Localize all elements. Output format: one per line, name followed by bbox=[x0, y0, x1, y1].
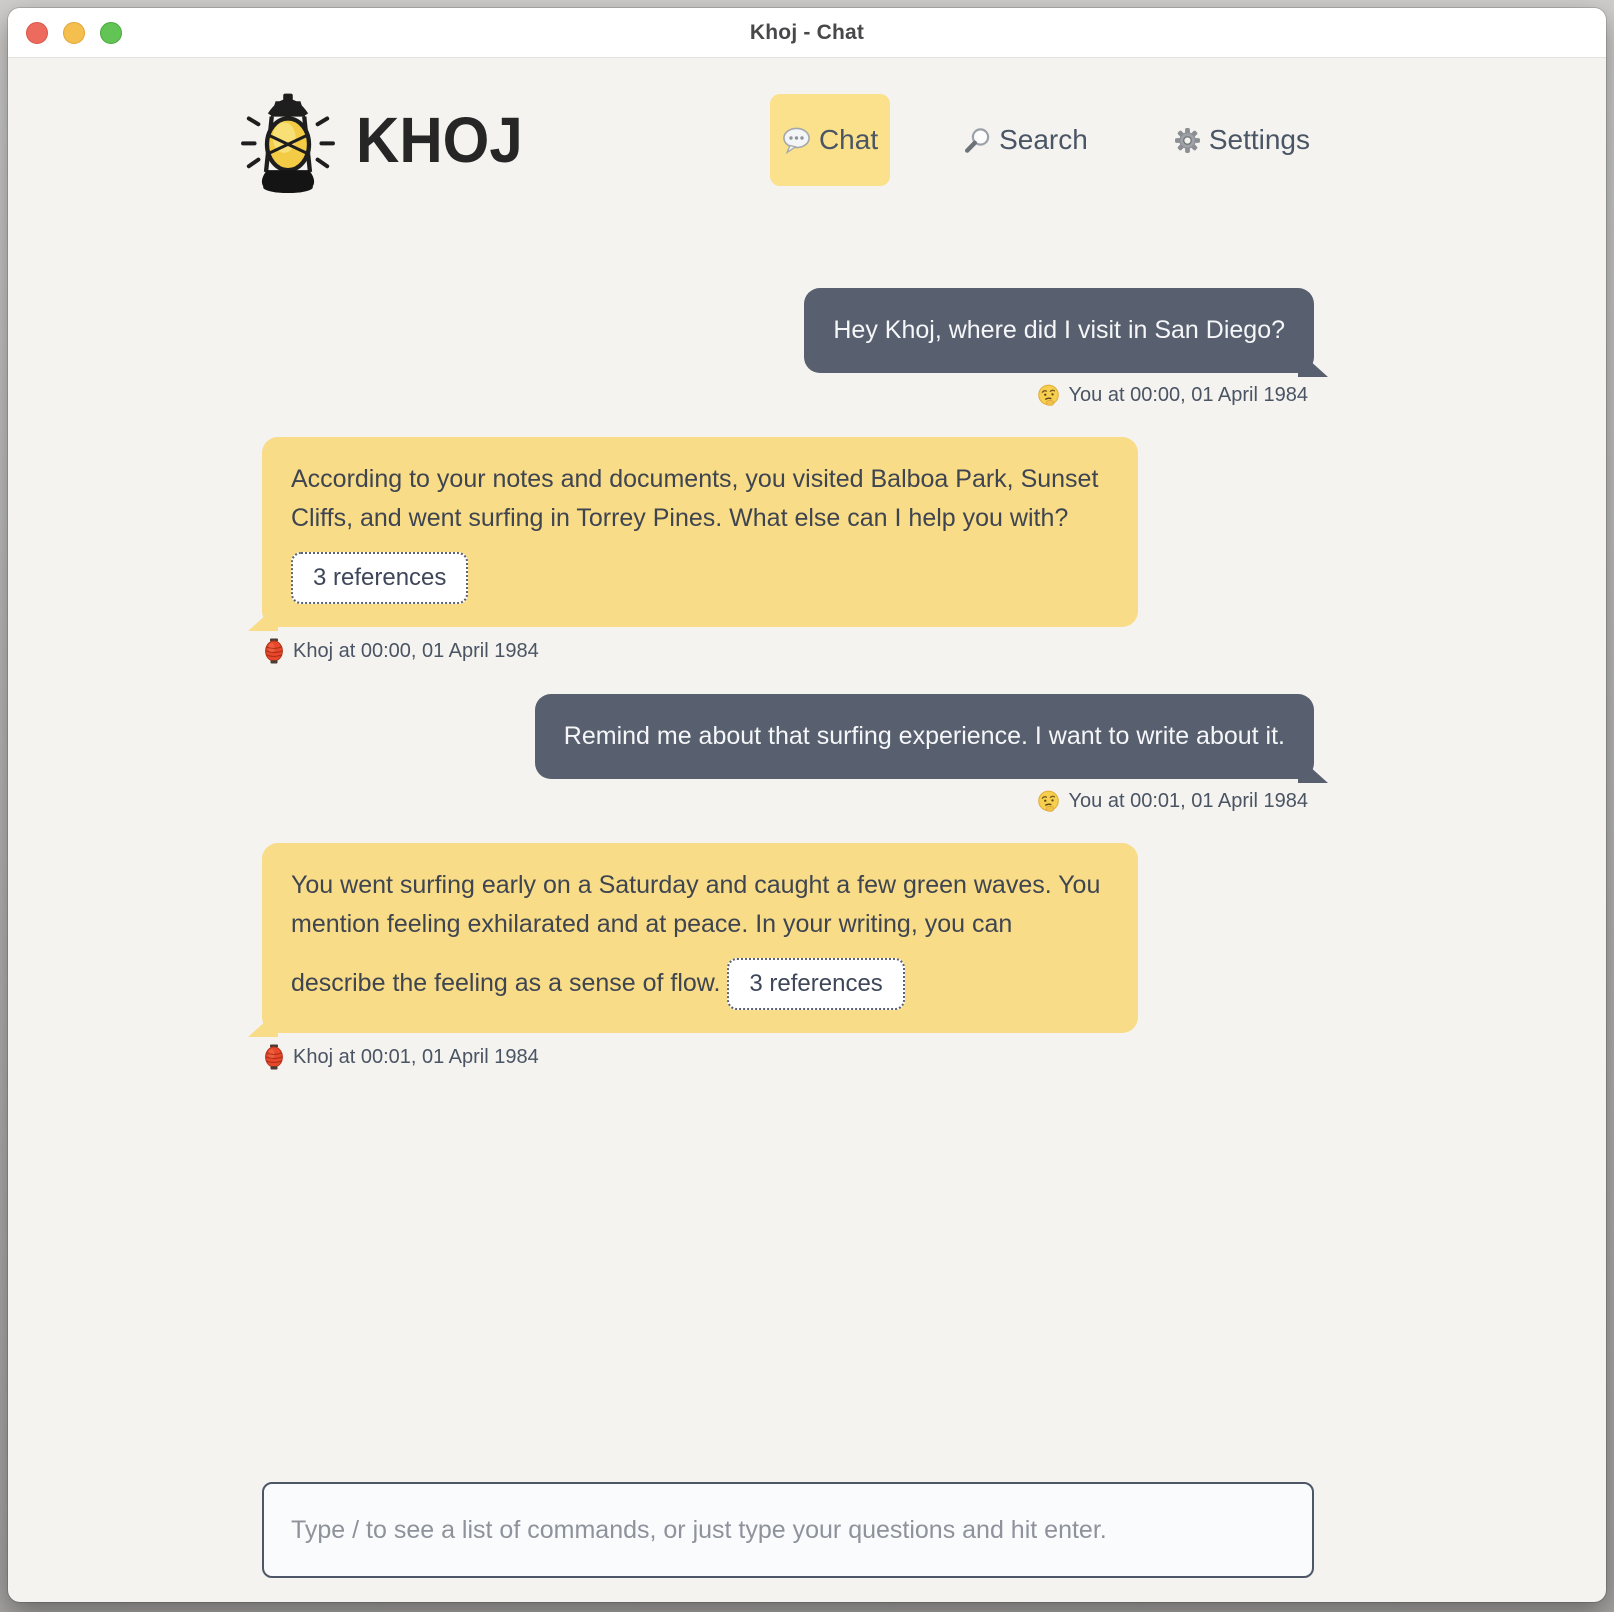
thinking-face-icon bbox=[1037, 790, 1060, 813]
chat-input-row bbox=[262, 1482, 1314, 1583]
user-message-bubble: Remind me about that surfing experience. I want to write about it. bbox=[535, 694, 1314, 779]
thinking-face-icon bbox=[1037, 384, 1060, 407]
app-window bbox=[8, 8, 1606, 1602]
khoj-logo bbox=[240, 86, 523, 194]
speech-balloon-icon bbox=[782, 127, 811, 154]
nav-search[interactable] bbox=[952, 94, 1100, 186]
message-meta-text: You at 00:00, 01 April 1984 bbox=[1068, 384, 1308, 406]
gear-icon bbox=[1174, 127, 1201, 154]
references-button[interactable]: 3 references bbox=[727, 958, 904, 1010]
chat-message-khoj bbox=[262, 843, 1314, 1070]
chat-history bbox=[262, 288, 1314, 1070]
message-meta-text: You at 00:01, 01 April 1984 bbox=[1068, 790, 1308, 812]
window-titlebar bbox=[8, 8, 1606, 58]
message-meta bbox=[264, 1044, 539, 1070]
chat-message-khoj bbox=[262, 437, 1314, 664]
logo-wordmark: KHOJ bbox=[356, 104, 523, 176]
chat-message-user bbox=[262, 288, 1314, 407]
red-lantern-icon bbox=[264, 1044, 284, 1070]
nav-settings-label: Settings bbox=[1208, 124, 1310, 155]
message-meta bbox=[264, 638, 539, 664]
nav-search-label: Search bbox=[999, 124, 1088, 155]
user-message-bubble: Hey Khoj, where did I visit in San Diego? bbox=[804, 288, 1314, 373]
nav-chat-label: Chat bbox=[818, 124, 879, 155]
app-header bbox=[240, 88, 1322, 192]
magnifier-icon bbox=[964, 127, 991, 154]
nav-settings[interactable] bbox=[1162, 94, 1322, 186]
khoj-message-bubble bbox=[262, 843, 1138, 1033]
chat-message-user bbox=[262, 694, 1314, 813]
main-nav bbox=[770, 94, 1322, 186]
message-meta bbox=[1037, 384, 1308, 407]
khoj-message-text: You went surfing early on a Saturday and caught a few green waves. You mention feeling exhilarated and at peace. In your writing, you can describe the feeling as a sense of flow. bbox=[291, 871, 1101, 997]
chat-input[interactable] bbox=[262, 1482, 1314, 1578]
lantern-logo-icon bbox=[240, 86, 336, 194]
nav-chat[interactable] bbox=[770, 94, 890, 186]
message-meta-text: Khoj at 00:00, 01 April 1984 bbox=[293, 639, 539, 662]
window-title: Khoj - Chat bbox=[749, 20, 865, 44]
khoj-message-bubble bbox=[262, 437, 1138, 627]
references-button[interactable]: 3 references bbox=[291, 552, 468, 604]
red-lantern-icon bbox=[264, 638, 284, 664]
message-meta bbox=[1037, 790, 1308, 813]
message-meta-text: Khoj at 00:01, 01 April 1984 bbox=[293, 1045, 539, 1068]
khoj-message-text: According to your notes and documents, you visited Balboa Park, Sunset Cliffs, and went surfing in Torrey Pines. What else can I help you with? bbox=[291, 465, 1099, 532]
